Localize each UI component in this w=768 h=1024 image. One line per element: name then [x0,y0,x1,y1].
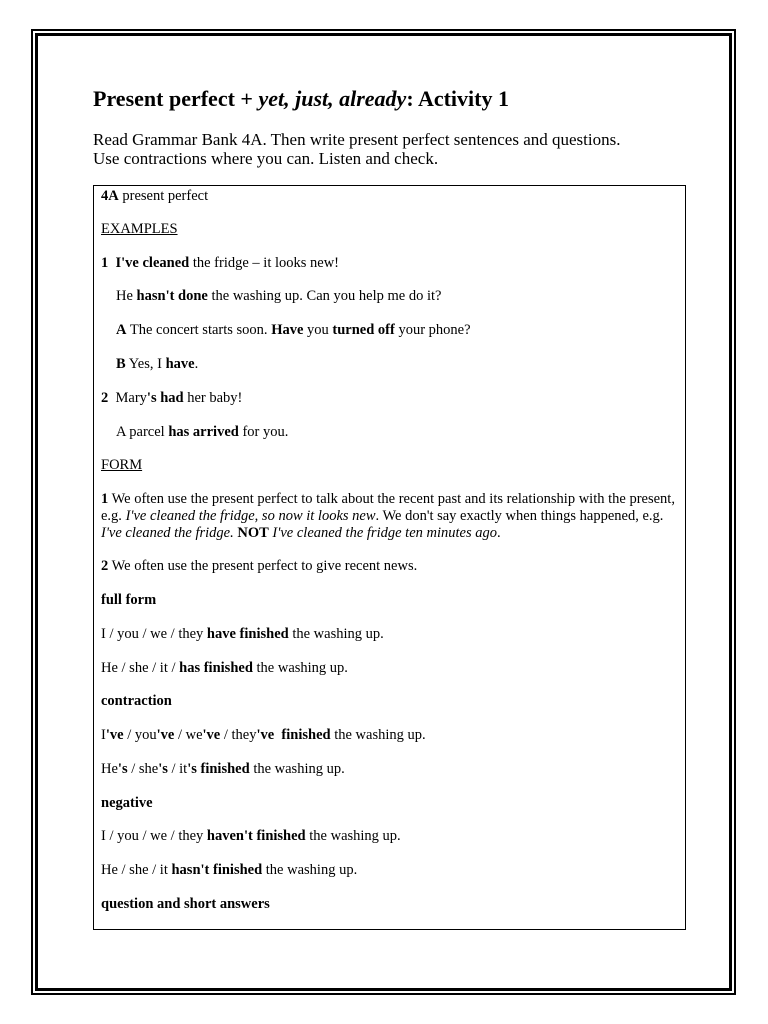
grammar-header: 4A present perfect [101,188,209,204]
form-point-1: 1 We often use the present perfect to talk about the recent past and its relationship with the present, e.g. I've cleaned the fridge, so now it looks new. We don't say exactly when things happened, e.g. I've cleaned the fridge. NOT I've cleaned the fridge ten minutes ago. [101,491,675,541]
negative-heading: negative [101,795,153,811]
negative-line-1: I / you / we / they haven't finished the washing up. [101,828,401,844]
contraction-heading: contraction [101,693,172,709]
form-heading: FORM [101,457,143,473]
negative-line-2: He / she / it hasn't finished the washing up. [101,862,358,878]
contraction-line-2: He's / she's / it's finished the washing up. [101,761,345,777]
instructions-line-1: Read Grammar Bank 4A. Then write present perfect sentences and questions. [93,130,621,149]
example-6: A parcel has arrived for you. [116,424,289,440]
example-1: 1 I've cleaned the fridge – it looks new! [101,255,340,271]
question-heading: question and short answers [101,896,270,912]
full-form-line-1: I / you / we / they have finished the washing up. [101,626,384,642]
full-form-heading: full form [101,592,157,608]
full-form-line-2: He / she / it / has finished the washing up. [101,660,348,676]
example-3: A The concert starts soon. Have you turned off your phone? [116,322,471,338]
instructions-line-2: Use contractions where you can. Listen and check. [93,149,439,168]
form-point-2: 2 We often use the present perfect to give recent news. [101,558,418,574]
example-4: B Yes, I have. [116,356,199,372]
example-2: He hasn't done the washing up. Can you help me do it? [116,288,442,304]
example-5: 2 Mary's had her baby! [101,390,243,406]
page-title: Present perfect + yet, just, already: Activity 1 [93,86,509,111]
contraction-line-1: I've / you've / we've / they've finished the washing up. [101,727,426,743]
instructions [93,130,693,168]
examples-heading: EXAMPLES [101,221,178,237]
grammar-bank-box [93,185,686,930]
